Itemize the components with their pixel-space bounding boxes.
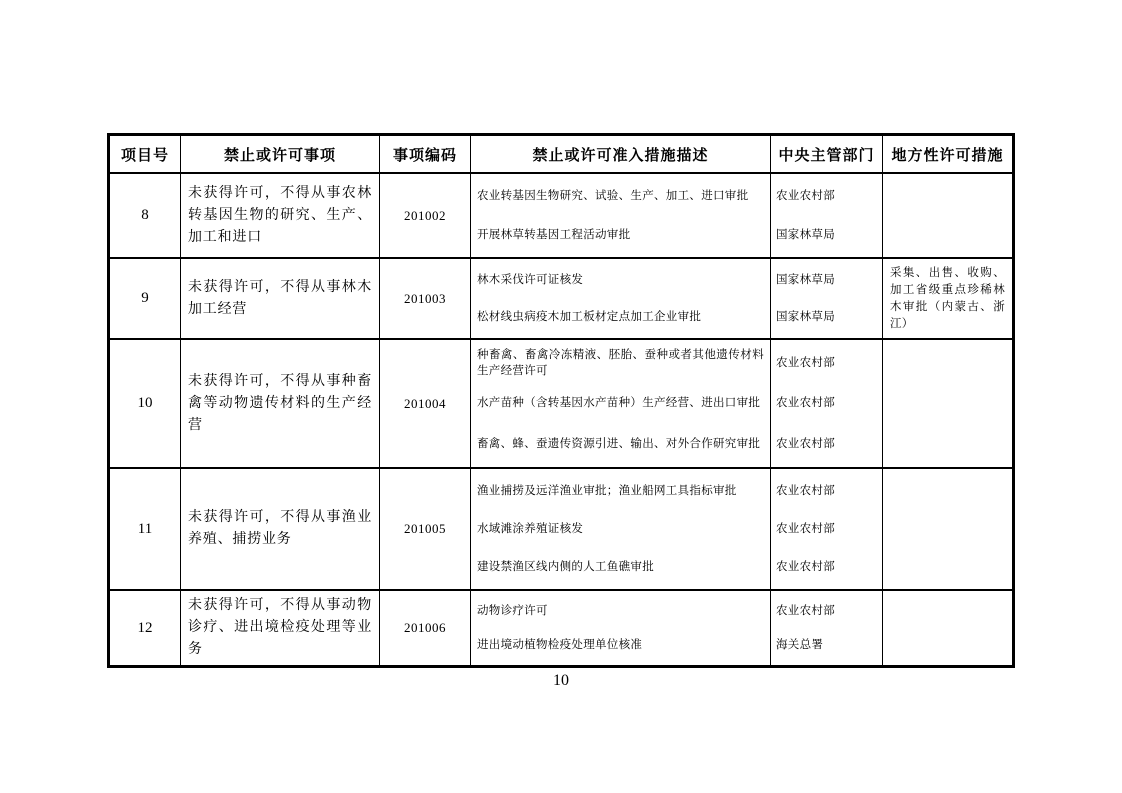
measure-description xyxy=(471,343,770,383)
table-row xyxy=(110,172,1012,257)
measure-description-text: 建设禁渔区线内侧的人工鱼礁审批 xyxy=(477,561,654,573)
central-department: 农业农村部 xyxy=(776,397,835,410)
local-measures-cell xyxy=(882,259,1012,338)
item-code-cell: 201003 xyxy=(379,259,470,338)
measure-description-text: 松材线虫病疫木加工板材定点加工企业审批 xyxy=(477,310,702,323)
table-row xyxy=(110,467,1012,589)
measure-description xyxy=(471,510,770,548)
col-header-local-license-measures: 地方性许可措施 xyxy=(882,136,1012,172)
central-department: 农业农村部 xyxy=(776,190,835,203)
central-department: 农业农村部 xyxy=(776,523,835,535)
measure-description-text: 动物诊疗许可 xyxy=(477,605,548,617)
item-description-text: 未获得许可，不得从事渔业养殖、捕捞业务 xyxy=(188,510,372,547)
central-department: 国家林草局 xyxy=(776,310,835,323)
col-header-prohibited-or-licensed-matter: 禁止或许可事项 xyxy=(180,136,379,172)
measure-description xyxy=(471,472,770,510)
col-header-measure-description: 禁止或许可准入措施描述 xyxy=(470,136,770,172)
local-measures-cell xyxy=(882,591,1012,665)
central-department: 农业农村部 xyxy=(776,561,835,573)
measure-description xyxy=(471,628,770,662)
measure-description-text: 农业转基因生物研究、试验、生产、加工、进口审批 xyxy=(477,190,749,203)
item-description-text: 未获得许可，不得从事动物诊疗、进出境检疫处理等业务 xyxy=(188,598,372,657)
col-header-central-department: 中央主管部门 xyxy=(770,136,882,172)
measure-description-text: 畜禽、蜂、蚕遗传资源引进、输出、对外合作研究审批 xyxy=(477,437,761,450)
central-department: 国家林草局 xyxy=(776,274,835,287)
measure-description-text: 林木采伐许可证核发 xyxy=(477,274,584,287)
central-department: 海关总署 xyxy=(776,639,824,651)
table-header-row xyxy=(110,136,1012,172)
departments-cell xyxy=(770,174,882,257)
departments-cell xyxy=(770,259,882,338)
item-description-cell xyxy=(180,469,379,589)
table-row xyxy=(110,257,1012,338)
measure-description xyxy=(471,177,770,216)
item-description-cell xyxy=(180,174,379,257)
measure-description-text: 渔业捕捞及远洋渔业审批；渔业船网工具指标审批 xyxy=(477,485,737,497)
measure-description xyxy=(471,216,770,255)
measure-description xyxy=(471,594,770,628)
item-number-cell: 11 xyxy=(137,520,153,537)
central-department: 国家林草局 xyxy=(776,228,835,241)
measure-description-text: 种畜禽、畜禽冷冻精液、胚胎、蚕种或者其他遗传材料生产经营许可 xyxy=(477,349,764,378)
measure-description-text: 进出境动植物检疫处理单位核准 xyxy=(477,639,643,651)
measure-description xyxy=(471,262,770,299)
col-header-item-number: 项目号 xyxy=(120,147,169,164)
local-measures-cell xyxy=(882,469,1012,589)
page-number: 10 xyxy=(553,672,569,689)
departments-cell xyxy=(770,469,882,589)
item-description-cell xyxy=(180,259,379,338)
item-code-cell: 201002 xyxy=(379,174,470,257)
measures-cell xyxy=(470,174,770,257)
measure-description-text: 水产苗种（含转基因水产苗种）生产经营、进出口审批 xyxy=(477,397,761,410)
item-code-cell: 201006 xyxy=(379,591,470,665)
table-row xyxy=(110,589,1012,665)
measure-description xyxy=(471,299,770,336)
item-number-cell: 10 xyxy=(137,395,153,411)
item-description-text: 未获得许可，不得从事种畜禽等动物遗传材料的生产经营 xyxy=(188,373,372,433)
item-number-cell: 9 xyxy=(141,290,149,306)
local-measures-text: 采集、出售、收购、加工省级重点珍稀林木审批（内蒙古、浙江） xyxy=(890,266,1005,330)
measure-description-text: 开展林草转基因工程活动审批 xyxy=(477,228,631,241)
measures-cell xyxy=(470,469,770,589)
item-code-cell: 201005 xyxy=(379,469,470,589)
measure-description xyxy=(471,548,770,586)
central-department: 农业农村部 xyxy=(776,437,835,450)
departments-cell xyxy=(770,340,882,467)
item-description-text: 未获得许可，不得从事林木加工经营 xyxy=(188,279,372,317)
central-department: 农业农村部 xyxy=(776,605,835,617)
access-measures-table xyxy=(107,133,1015,668)
local-measures-cell xyxy=(882,340,1012,467)
measures-cell xyxy=(470,591,770,665)
measures-cell xyxy=(470,259,770,338)
item-description-cell xyxy=(180,340,379,467)
col-header-item-code: 事项编码 xyxy=(379,136,470,172)
item-description-text: 未获得许可，不得从事农林转基因生物的研究、生产、加工和进口 xyxy=(188,185,372,245)
table-body xyxy=(110,172,1012,665)
departments-cell xyxy=(770,591,882,665)
measure-description xyxy=(471,383,770,423)
item-description-cell xyxy=(180,591,379,665)
measure-description xyxy=(471,424,770,464)
item-number-cell: 8 xyxy=(141,207,149,223)
item-number-cell: 12 xyxy=(137,619,153,636)
local-measures-cell xyxy=(882,174,1012,257)
item-code-cell: 201004 xyxy=(379,340,470,467)
measures-cell xyxy=(470,340,770,467)
central-department: 农业农村部 xyxy=(776,357,835,370)
table-row xyxy=(110,338,1012,467)
measure-description-text: 水域滩涂养殖证核发 xyxy=(477,523,584,535)
central-department: 农业农村部 xyxy=(776,485,835,497)
